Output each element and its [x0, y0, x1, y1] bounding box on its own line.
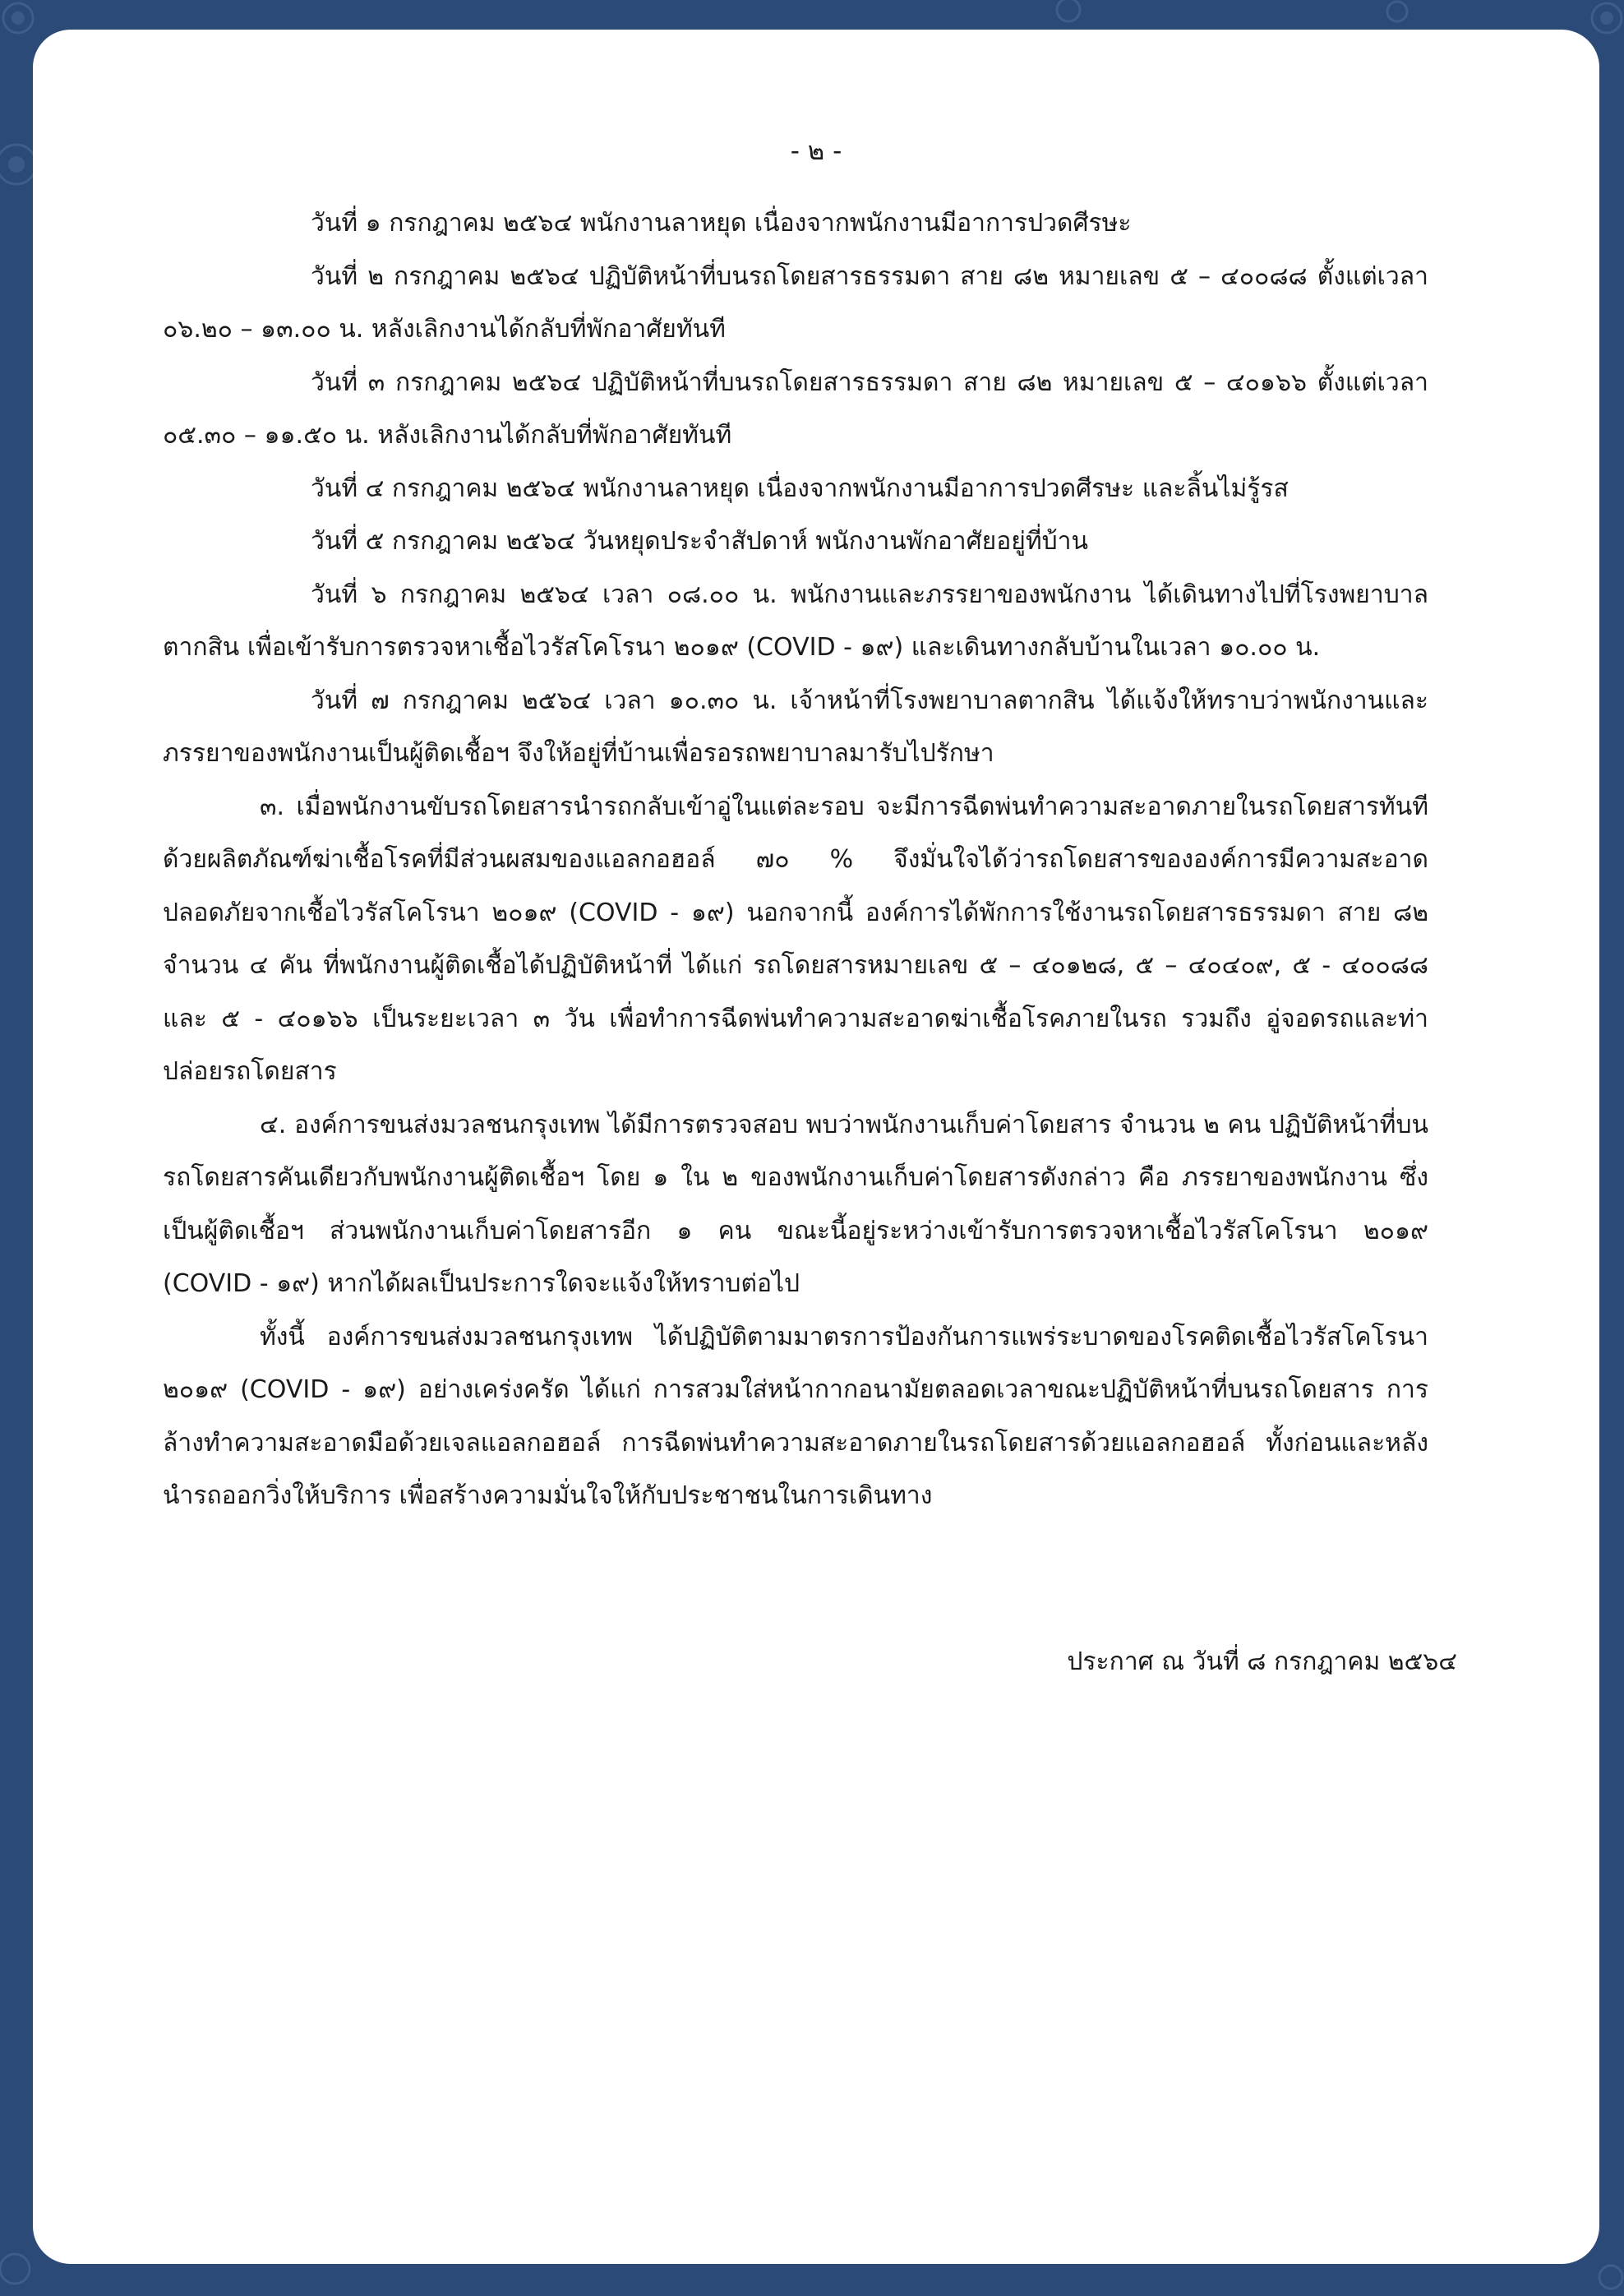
document-body [163, 197, 1428, 1523]
announcement-date: ประกาศ ณ วันที่ ๘ กรกฎาคม ๒๕๖๔ [1067, 1647, 1457, 1676]
paragraph-july-5: วันที่ ๕ กรกฎาคม ๒๕๖๔ วันหยุดประจำสัปดาห์ พนักงานพักอาศัยอยู่ที่บ้าน [311, 527, 1088, 556]
page-number: - ๒ - [790, 136, 842, 166]
paragraph-july-6: วันที่ ๖ กรกฎาคม ๒๕๖๔ เวลา ๐๘.๐๐ น. พนักงานและภรรยาของพนักงาน ได้เดินทางไปที่โรงพยาบาลตากสิน เพื่อเข้ารับการตรวจหาเชื้อไวรัสโคโรนา ๒๐๑๙ (COVID - ๑๙) และเดินทางกลับบ้านในเวลา ๑๐.๐๐ น. [163, 580, 1428, 662]
paragraph-item-3: ๓. เมื่อพนักงานขับรถโดยสารนำรถกลับเข้าอู่ในแต่ละรอบ จะมีการฉีดพ่นทำความสะอาดภายในรถโดยสารทันทีด้วยผลิตภัณฑ์ฆ่าเชื้อโรคที่มีส่วนผสมของแอลกอฮอล์ ๗๐ % จึงมั่นใจได้ว่ารถโดยสารขององค์การมีความสะอาด ปลอดภัยจากเชื้อไวรัสโคโรนา ๒๐๑๙ (COVID - ๑๙) นอกจากนี้ องค์การได้พักการใช้งานรถโดยสารธรรมดา สาย ๘๒ จำนวน ๔ คัน ที่พนักงานผู้ติดเชื้อได้ปฏิบัติหน้าที่ ได้แก่ รถโดยสารหมายเลข ๕ – ๔๐๑๒๘, ๕ – ๔๐๔๐๙, ๕ - ๔๐๐๘๘ และ ๕ - ๔๐๑๖๖ เป็นระยะเวลา ๓ วัน เพื่อทำการฉีดพ่นทำความสะอาดฆ่าเชื้อโรคภายในรถ รวมถึง อู่จอดรถและท่าปล่อยรถโดยสาร [163, 792, 1428, 1086]
paragraph-july-2: วันที่ ๒ กรกฎาคม ๒๕๖๔ ปฏิบัติหน้าที่บนรถโดยสารธรรมดา สาย ๘๒ หมายเลข ๕ – ๔๐๐๘๘ ตั้งแต่เวลา ๐๖.๒๐ – ๑๓.๐๐ น. หลังเลิกงานได้กลับที่พักอาศัยทันที [163, 261, 1428, 344]
paragraph-july-1: วันที่ ๑ กรกฎาคม ๒๕๖๔ พนักงานลาหยุด เนื่องจากพนักงานมีอาการปวดศีรษะ [311, 209, 1132, 238]
paragraph-july-7: วันที่ ๗ กรกฎาคม ๒๕๖๔ เวลา ๑๐.๓๐ น. เจ้าหน้าที่โรงพยาบาลตากสิน ได้แจ้งให้ทราบว่าพนักงานและภรรยาของพนักงานเป็นผู้ติดเชื้อฯ จึงให้อยู่ที่บ้านเพื่อรอรถพยาบาลมารับไปรักษา [163, 686, 1428, 768]
paragraph-conclusion: ทั้งนี้ องค์การขนส่งมวลชนกรุงเทพ ได้ปฏิบัติตามมาตรการป้องกันการแพร่ระบาดของโรคติดเชื้อไวรัสโคโรนา ๒๐๑๙ (COVID - ๑๙) อย่างเคร่งครัด ได้แก่ การสวมใส่หน้ากากอนามัยตลอดเวลาขณะปฏิบัติหน้าที่บนรถโดยสาร การล้างทำความสะอาดมือด้วยเจลแอลกอฮอล์ การฉีดพ่นทำความสะอาดภายในรถโดยสารด้วยแอลกอฮอล์ ทั้งก่อนและหลังนำรถออกวิ่งให้บริการ เพื่อสร้างความมั่นใจให้กับประชาชนในการเดินทาง [163, 1322, 1428, 1510]
paragraph-july-3: วันที่ ๓ กรกฎาคม ๒๕๖๔ ปฏิบัติหน้าที่บนรถโดยสารธรรมดา สาย ๘๒ หมายเลข ๕ – ๔๐๑๖๖ ตั้งแต่เวลา ๐๕.๓๐ – ๑๑.๕๐ น. หลังเลิกงานได้กลับที่พักอาศัยทันที [163, 367, 1428, 450]
paragraph-july-4: วันที่ ๔ กรกฎาคม ๒๕๖๔ พนักงานลาหยุด เนื่องจากพนักงานมีอาการปวดศีรษะ และลิ้นไม่รู้รส [311, 474, 1289, 503]
paragraph-item-4: ๔. องค์การขนส่งมวลชนกรุงเทพ ได้มีการตรวจสอบ พบว่าพนักงานเก็บค่าโดยสาร จำนวน ๒ คน ปฏิบัติหน้าที่บนรถโดยสารคันเดียวกับพนักงานผู้ติดเชื้อฯ โดย ๑ ใน ๒ ของพนักงานเก็บค่าโดยสารดังกล่าว คือ ภรรยาของพนักงาน ซึ่งเป็นผู้ติดเชื้อฯ ส่วนพนักงานเก็บค่าโดยสารอีก ๑ คน ขณะนี้อยู่ระหว่างเข้ารับการตรวจหาเชื้อไวรัสโคโรนา ๒๐๑๙ (COVID - ๑๙) หากได้ผลเป็นประการใดจะแจ้งให้ทราบต่อไป [163, 1110, 1428, 1298]
